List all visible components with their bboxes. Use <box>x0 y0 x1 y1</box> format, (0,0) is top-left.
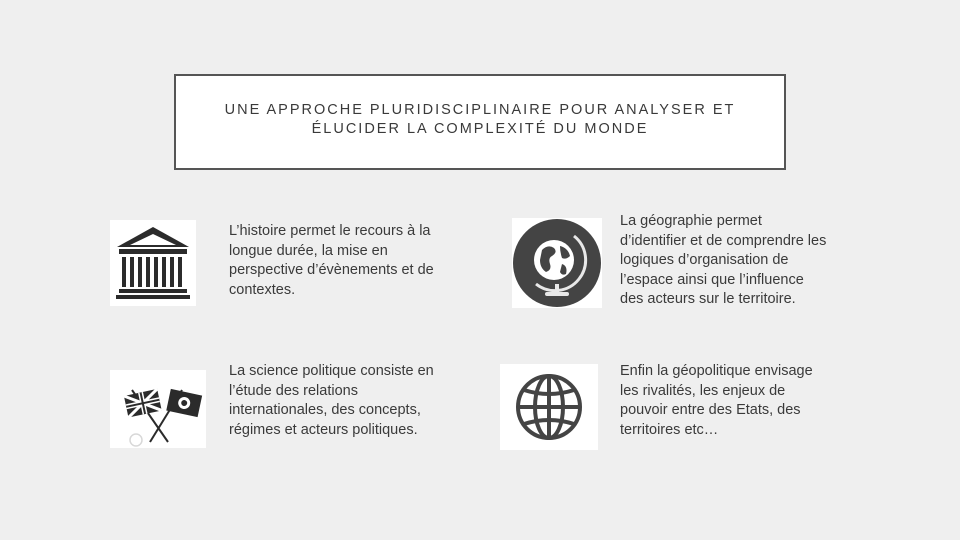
title-line-2: ÉLUCIDER LA COMPLEXITÉ DU MONDE <box>311 121 649 137</box>
geography-text-line: des acteurs sur le territoire. <box>620 291 796 307</box>
history-text-line: perspective d’évènements et de <box>229 262 434 278</box>
crossed-flags-icon <box>110 370 206 448</box>
geopolitics-text-line: Enfin la géopolitique envisage <box>620 363 813 379</box>
geography-text <box>620 212 860 310</box>
geography-text-line: La géographie permet <box>620 213 762 229</box>
history-icon-box <box>110 220 196 306</box>
political-science-text-line: internationales, des concepts, <box>229 402 421 418</box>
political-science-text-line: régimes et acteurs politiques. <box>229 421 418 438</box>
globe-stand-icon <box>512 218 602 308</box>
geopolitics-text <box>620 362 860 440</box>
political-science-text <box>229 362 479 440</box>
geography-text-line: logiques d’organisation de <box>620 252 789 268</box>
history-text-line: contextes. <box>229 281 296 298</box>
title-line-1: UNE APPROCHE PLURIDISCIPLINAIRE POUR ANALYSER ET <box>224 102 736 118</box>
geography-text-line: d’identifier et de comprendre les <box>620 232 827 249</box>
world-grid-icon <box>514 372 584 442</box>
geography-text-line: l’espace ainsi que l’influence <box>620 271 804 288</box>
slide-title <box>195 101 765 139</box>
geopolitics-text-line: territoires etc… <box>620 421 719 438</box>
history-text-line: longue durée, la mise en <box>229 242 388 259</box>
political-science-icon-box <box>110 370 206 448</box>
geopolitics-icon-box <box>500 364 598 450</box>
museum-icon <box>113 223 193 303</box>
geography-icon-box <box>512 218 602 308</box>
geopolitics-text-line: pouvoir entre des Etats, des <box>620 402 801 418</box>
political-science-text-line: La science politique consiste en <box>229 363 434 379</box>
political-science-text-line: l’étude des relations <box>229 382 358 399</box>
history-text-line: L’histoire permet le recours à la <box>229 223 431 239</box>
geopolitics-text-line: les rivalités, les enjeux de <box>620 382 786 399</box>
history-text <box>229 222 479 300</box>
title-box <box>174 74 786 170</box>
